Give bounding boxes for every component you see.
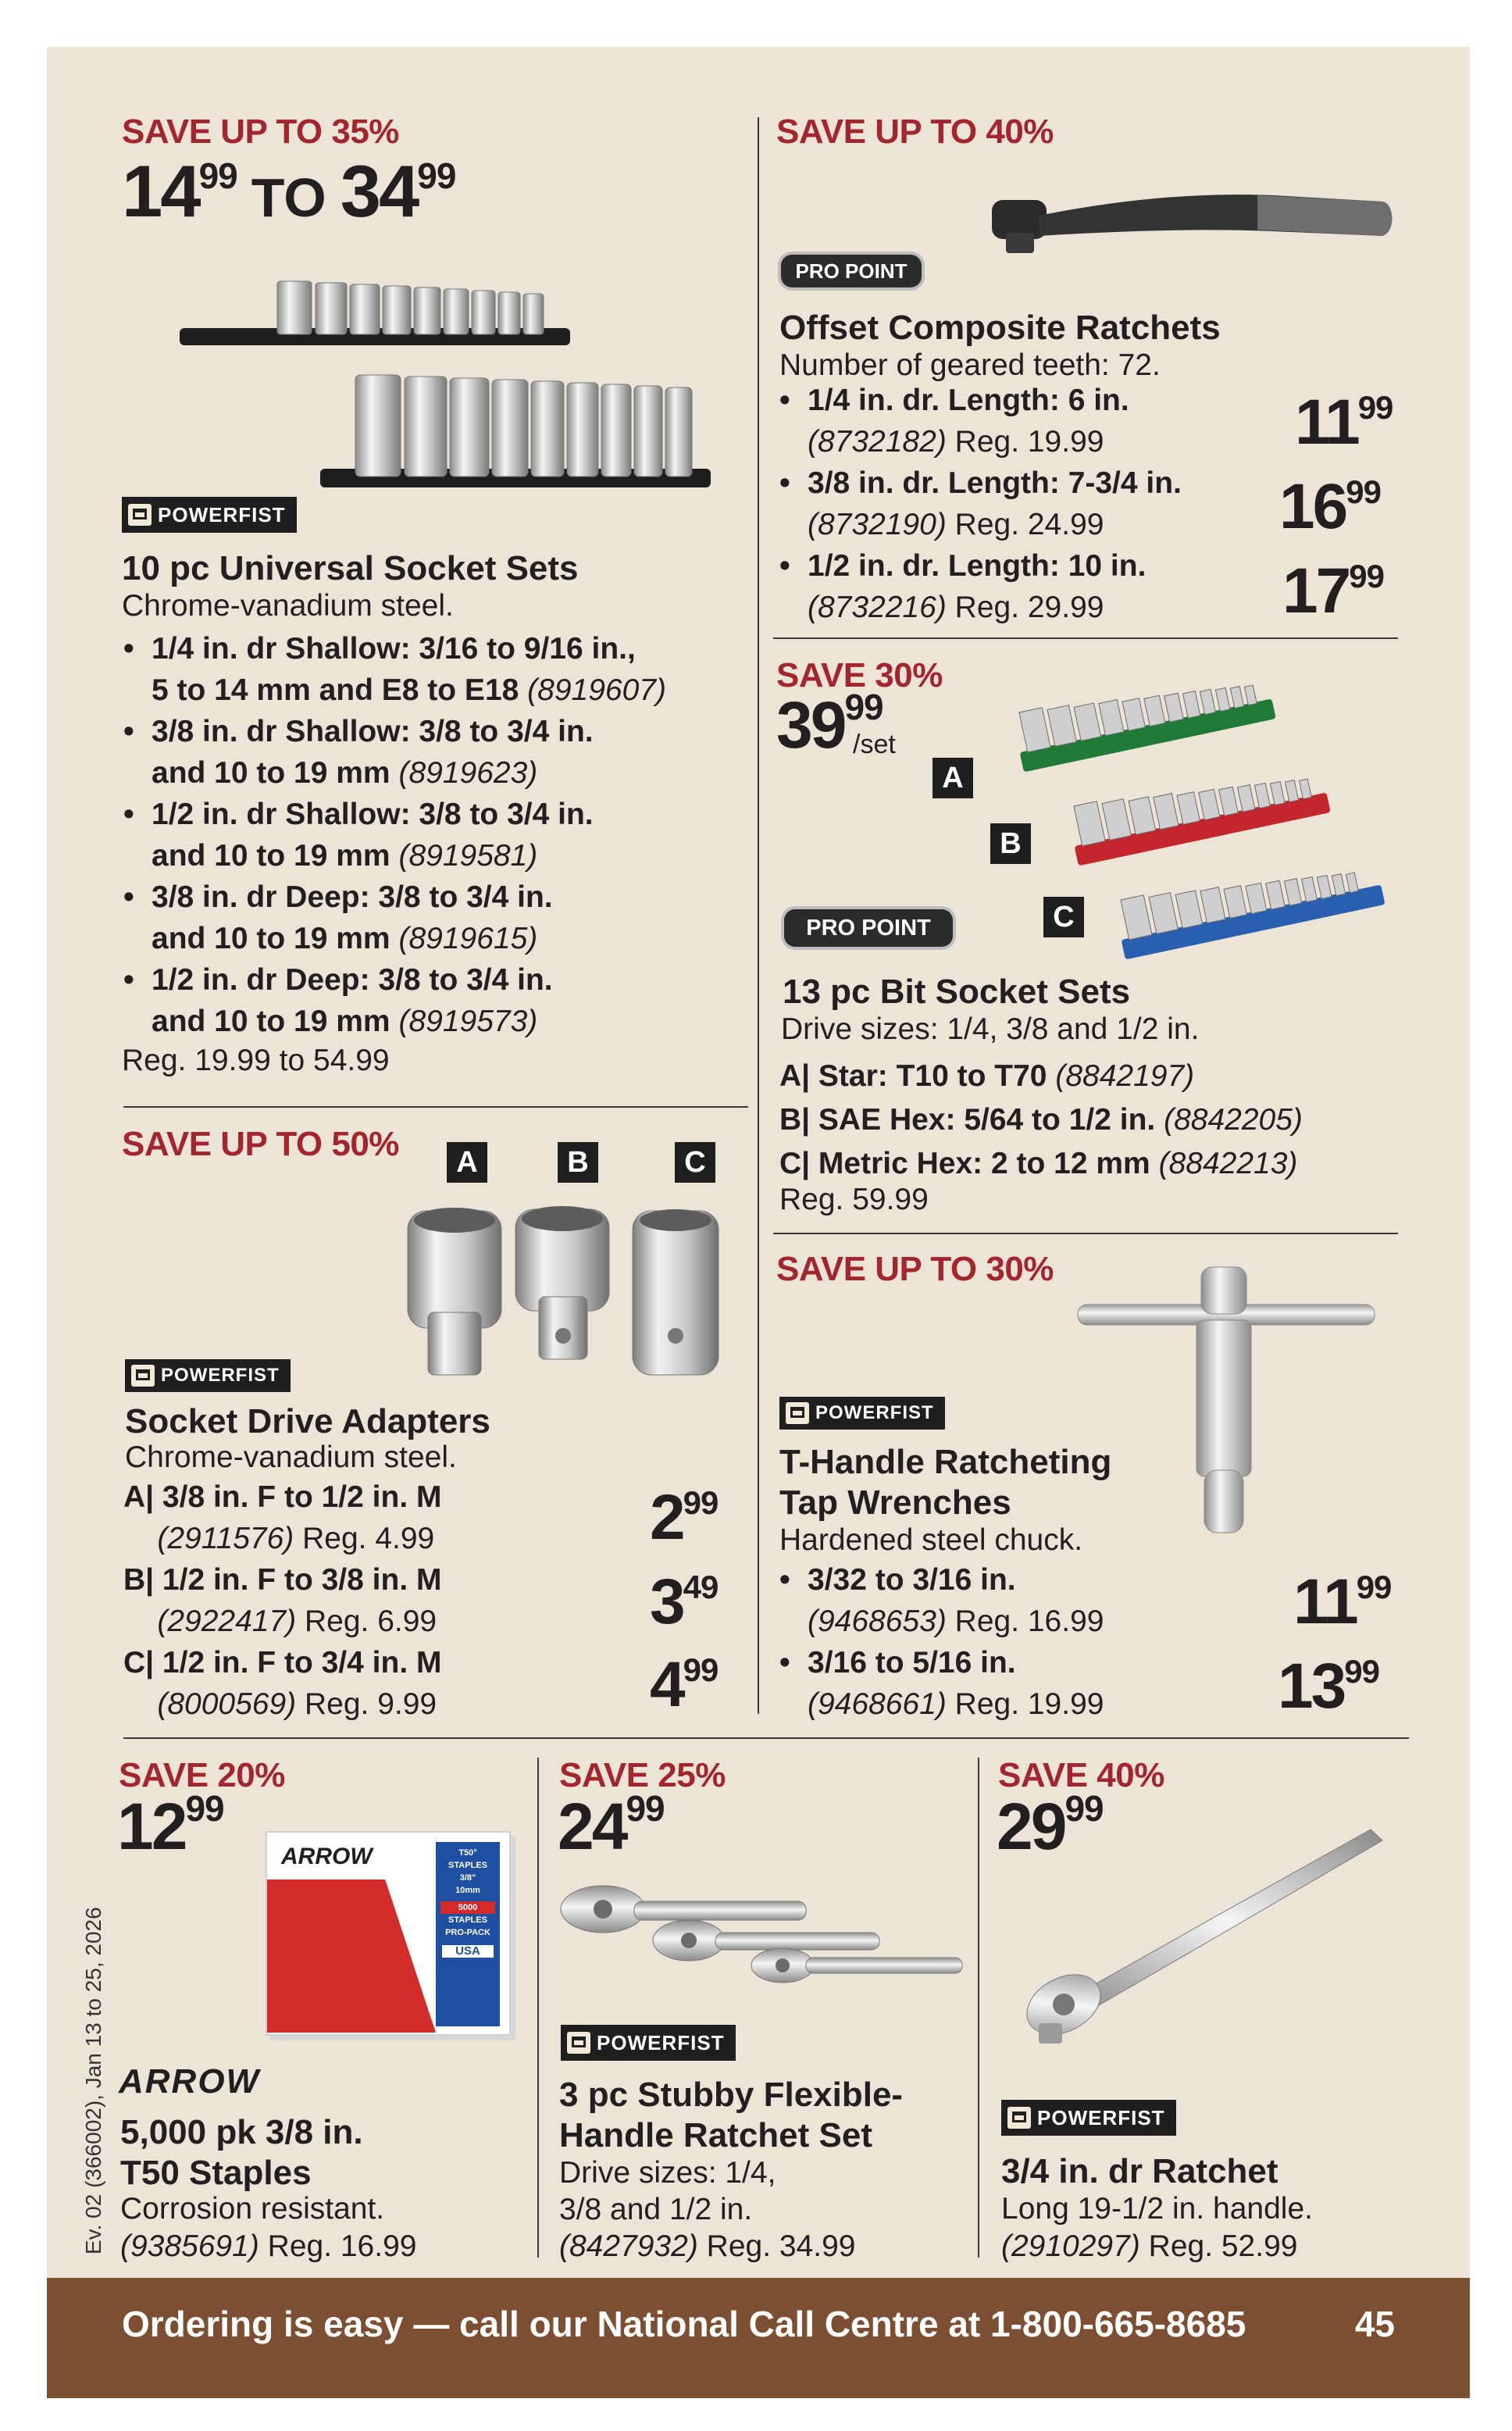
sku: (8919615) xyxy=(398,922,538,955)
box-brand: ARROW xyxy=(281,1844,373,1869)
sku: (8919623) xyxy=(398,756,538,790)
regular-price: Reg. 16.99 xyxy=(954,1605,1104,1638)
sale-price xyxy=(1282,555,1384,626)
price-to-word: TO xyxy=(251,167,326,228)
powerfist-logo xyxy=(122,497,297,533)
box-text: 3/8" xyxy=(459,1873,476,1883)
spec-label: 3/8 in. dr Deep: 3/8 to 3/4 in. xyxy=(152,880,553,914)
product-title xyxy=(559,2075,903,2156)
sale-price xyxy=(1278,1651,1379,1722)
spec-list xyxy=(779,380,1279,628)
spec-label: 1/4 in. dr Shallow: 3/16 to 9/16 in., xyxy=(152,632,636,666)
save-badge: SAVE UP TO 30% xyxy=(776,1250,1054,1288)
brand-name: POWERFIST xyxy=(815,1402,934,1423)
section-divider xyxy=(773,637,1398,639)
spec-label: 5 to 14 mm and E8 to E18 xyxy=(152,673,519,707)
price-cents: 99 xyxy=(1344,1653,1379,1690)
title-line: T-Handle Ratcheting xyxy=(779,1443,1112,1481)
price-dollars: 29 xyxy=(997,1790,1065,1863)
sku: (8842213) xyxy=(1158,1147,1298,1180)
regular-price: Reg. 34.99 xyxy=(706,2229,856,2263)
price-dollars: 17 xyxy=(1282,555,1350,626)
list-item xyxy=(123,628,748,711)
column-divider xyxy=(978,1758,979,2258)
variant-letter-a: A xyxy=(447,1142,487,1183)
regular-price: Reg. 6.99 xyxy=(305,1605,437,1638)
variant-letter-a: A xyxy=(933,758,973,798)
product-title: Offset Composite Ratchets xyxy=(779,309,1221,347)
price-cents: 99 xyxy=(1064,1788,1104,1829)
socket-adapters-image xyxy=(398,1195,734,1398)
spec-label: and 10 to 19 mm xyxy=(152,1005,390,1038)
section-divider xyxy=(773,1233,1398,1234)
variant-letter: C| xyxy=(779,1147,811,1180)
price-cents: 99 xyxy=(683,1651,719,1688)
list-item xyxy=(123,876,748,959)
column-divider xyxy=(537,1758,539,2258)
product-title: 13 pc Bit Socket Sets xyxy=(783,973,1131,1011)
price-dollars: 3 xyxy=(650,1566,683,1637)
spec-list xyxy=(779,1559,1264,1725)
regular-price: Reg. 19.99 to 54.99 xyxy=(122,1044,390,1077)
variant-letter-b: B xyxy=(990,823,1031,864)
spec-label: 1/2 in. dr. Length: 10 in. xyxy=(808,549,1146,583)
price-cents: 99 xyxy=(626,1788,665,1829)
regular-price: Reg. 9.99 xyxy=(305,1687,437,1721)
stubby-ratchet-set-image xyxy=(556,1875,970,1992)
sku: (8919607) xyxy=(527,673,666,707)
variant-letter: C| xyxy=(123,1646,155,1680)
regular-price: Reg. 24.99 xyxy=(954,508,1104,541)
price-cents: 99 xyxy=(683,1484,719,1521)
staples-box-image xyxy=(266,1831,511,2036)
fist-icon xyxy=(128,504,152,526)
column-divider xyxy=(758,117,759,1714)
spec-label: SAE Hex: 5/64 to 1/2 in. xyxy=(818,1103,1156,1137)
variant-letter: A| xyxy=(123,1480,155,1514)
desc-line: 3/8 and 1/2 in. xyxy=(559,2193,753,2226)
powerfist-logo xyxy=(125,1359,291,1392)
price-cents: 99 xyxy=(198,155,237,196)
list-item xyxy=(779,545,1279,628)
spec-label: 3/32 to 3/16 in. xyxy=(808,1563,1016,1597)
regular-price: Reg. 19.99 xyxy=(954,425,1104,459)
sku: (8842205) xyxy=(1164,1103,1303,1137)
edition-note: Ev. 02 (366002), Jan 13 to 25, 2026 xyxy=(81,1907,105,2254)
price-dollars: 14 xyxy=(122,150,199,232)
sku: (9385691) xyxy=(120,2229,259,2263)
sku: (2922417) xyxy=(157,1605,297,1638)
pro-point-logo: PRO POINT xyxy=(784,909,953,947)
spec-list xyxy=(123,628,748,1042)
regular-price: Reg. 16.99 xyxy=(267,2229,417,2263)
price-cents: 99 xyxy=(1346,473,1381,510)
powerfist-logo xyxy=(779,1397,945,1430)
sku: (2911576) xyxy=(157,1522,294,1555)
box-text: 10mm xyxy=(455,1886,480,1895)
price-dollars: 2 xyxy=(650,1482,683,1553)
box-text: USA xyxy=(442,1945,494,1958)
sku: (8427932) xyxy=(559,2229,698,2263)
save-badge: SAVE 25% xyxy=(559,1756,726,1794)
price-cents: 99 xyxy=(1356,1569,1392,1605)
title-line: 3 pc Stubby Flexible- xyxy=(559,2076,904,2114)
brand-name: POWERFIST xyxy=(597,2031,725,2054)
spec-label: 1/2 in. F to 3/8 in. M xyxy=(162,1563,442,1597)
product-description: Hardened steel chuck. xyxy=(779,1523,1083,1557)
save-badge: SAVE UP TO 40% xyxy=(776,112,1054,151)
pro-point-logo: PRO POINT xyxy=(781,255,922,287)
sku: (2910297) xyxy=(1001,2229,1140,2263)
list-item xyxy=(779,1098,1389,1142)
sku-and-reg xyxy=(120,2228,416,2265)
price-cents: 99 xyxy=(185,1788,224,1829)
spec-label: and 10 to 19 mm xyxy=(152,839,390,873)
spec-label: and 10 to 19 mm xyxy=(152,756,390,790)
box-text: 5000 xyxy=(440,1901,495,1914)
box-text: T50° xyxy=(458,1848,477,1858)
product-description: Drive sizes: 1/4, 3/8 and 1/2 in. xyxy=(781,1012,1200,1046)
spec-label: and 10 to 19 mm xyxy=(152,922,390,955)
long-ratchet-image xyxy=(1015,1812,1390,2047)
arrow-logo: ARROW xyxy=(119,2062,261,2101)
regular-price: Reg. 59.99 xyxy=(779,1183,929,1216)
spec-label: 1/2 in. F to 3/4 in. M xyxy=(162,1646,442,1680)
list-item xyxy=(123,1476,608,1559)
sale-price xyxy=(1293,1566,1392,1637)
save-badge: SAVE 20% xyxy=(119,1756,285,1794)
product-title: Socket Drive Adapters xyxy=(125,1402,490,1440)
list-item xyxy=(123,959,748,1042)
sku: (9468653) xyxy=(808,1605,947,1638)
regular-price: Reg. 4.99 xyxy=(302,1522,435,1555)
brand-name: POWERFIST xyxy=(1037,2106,1165,2129)
product-description: Chrome-vanadium steel. xyxy=(122,589,454,623)
spec-label: 1/2 in. dr Shallow: 3/8 to 3/4 in. xyxy=(152,798,594,831)
section-divider xyxy=(123,1106,748,1108)
spec-list xyxy=(123,1476,608,1725)
box-text: PRO-PACK xyxy=(445,1928,490,1937)
list-item xyxy=(779,462,1279,545)
price-cents: 99 xyxy=(417,155,456,196)
fist-icon xyxy=(567,2032,590,2054)
sale-price xyxy=(650,1566,719,1637)
variant-letter: A| xyxy=(779,1059,811,1093)
box-text: STAPLES xyxy=(448,1861,487,1870)
product-description xyxy=(559,2154,776,2228)
product-title xyxy=(779,1442,1111,1523)
price-dollars: 39 xyxy=(776,688,845,762)
sku: (8732216) xyxy=(808,591,947,624)
spec-label: 3/8 in. F to 1/2 in. M xyxy=(162,1480,442,1514)
tap-wrench-image xyxy=(1070,1259,1382,1548)
list-item xyxy=(779,1559,1264,1642)
product-description: Corrosion resistant. xyxy=(120,2192,385,2226)
variant-letter-c: C xyxy=(675,1142,715,1183)
sku: (9468661) xyxy=(808,1687,947,1721)
list-item xyxy=(779,1642,1264,1725)
call-centre-text: Ordering is easy — call our National Call Centre at 1-800-665-8685 xyxy=(122,2304,1246,2344)
price-range xyxy=(122,150,456,232)
save-badge: SAVE UP TO 35% xyxy=(122,112,399,151)
spec-label: 3/16 to 5/16 in. xyxy=(808,1646,1016,1680)
price-cents: 99 xyxy=(1357,389,1393,426)
spec-label: 3/8 in. dr. Length: 7-3/4 in. xyxy=(808,466,1182,500)
sale-price xyxy=(650,1649,719,1720)
price-cents: 99 xyxy=(1349,558,1384,594)
price-cents: 99 xyxy=(844,687,883,727)
variant-letter-c: C xyxy=(1043,897,1084,937)
box-side-panel xyxy=(436,1842,500,2026)
spec-label: Star: T10 to T70 xyxy=(818,1059,1047,1093)
ratchet-image xyxy=(992,184,1398,270)
price-dollars: 4 xyxy=(650,1649,683,1720)
sku: (8842197) xyxy=(1055,1059,1195,1093)
product-title: 3/4 in. dr Ratchet xyxy=(1001,2152,1278,2190)
list-item xyxy=(779,380,1279,462)
save-badge: SAVE 30% xyxy=(776,656,943,694)
title-line: 5,000 pk 3/8 in. xyxy=(120,2113,363,2151)
regular-price: Reg. 29.99 xyxy=(954,591,1104,624)
product-title: 10 pc Universal Socket Sets xyxy=(122,549,579,587)
box-text: STAPLES xyxy=(448,1915,487,1925)
price-cents: 49 xyxy=(683,1569,719,1605)
sale-price xyxy=(117,1788,224,1863)
brand-name: POWERFIST xyxy=(158,503,286,527)
sku: (8732190) xyxy=(808,508,947,541)
product-description: Number of geared teeth: 72. xyxy=(779,348,1161,382)
regular-price: Reg. 52.99 xyxy=(1148,2229,1298,2263)
price-dollars: 12 xyxy=(117,1790,186,1863)
title-line: Tap Wrenches xyxy=(779,1483,1011,1522)
price-dollars: 34 xyxy=(340,150,418,232)
page-number: 45 xyxy=(1354,2304,1395,2344)
powerfist-logo xyxy=(561,2025,736,2061)
price-dollars: 11 xyxy=(1295,387,1358,458)
list-item xyxy=(123,711,748,794)
spec-list xyxy=(779,1055,1389,1186)
spec-label: Metric Hex: 2 to 12 mm xyxy=(818,1147,1150,1180)
price-dollars: 16 xyxy=(1279,471,1346,542)
title-line: T50 Staples xyxy=(120,2154,312,2192)
footer-bar xyxy=(47,2278,1470,2398)
variant-letter: B| xyxy=(779,1103,811,1137)
sku: (8919581) xyxy=(398,839,538,873)
product-description: Chrome-vanadium steel. xyxy=(125,1440,457,1474)
save-badge: SAVE UP TO 50% xyxy=(122,1125,399,1163)
sku-and-reg xyxy=(1001,2228,1297,2265)
fist-icon xyxy=(1007,2107,1031,2129)
fist-icon xyxy=(131,1365,155,1387)
socket-sets-image xyxy=(172,273,719,500)
sale-price xyxy=(558,1788,665,1863)
section-divider xyxy=(123,1737,1409,1739)
sale-price xyxy=(1279,471,1381,542)
price-dollars: 24 xyxy=(558,1790,626,1863)
save-badge: SAVE 40% xyxy=(998,1756,1164,1794)
spec-label: 3/8 in. dr Shallow: 3/8 to 3/4 in. xyxy=(152,715,594,748)
title-line: Handle Ratchet Set xyxy=(559,2116,872,2154)
spec-label: 1/4 in. dr. Length: 6 in. xyxy=(808,384,1129,417)
product-description: Long 19-1/2 in. handle. xyxy=(1001,2192,1313,2226)
sku: (8732182) xyxy=(808,425,947,459)
per-set-label: /set xyxy=(853,730,896,759)
sale-price xyxy=(650,1482,719,1553)
list-item xyxy=(779,1055,1389,1098)
box-red-panel xyxy=(267,1879,436,2033)
sale-price xyxy=(1295,387,1393,458)
sku: (8000569) xyxy=(157,1687,297,1721)
variant-letter: B| xyxy=(123,1563,155,1597)
regular-price: Reg. 19.99 xyxy=(954,1687,1104,1721)
list-item xyxy=(123,1559,608,1642)
list-item xyxy=(779,1142,1389,1186)
price-dollars: 11 xyxy=(1293,1566,1357,1637)
powerfist-logo xyxy=(1001,2100,1176,2136)
sku: (8919573) xyxy=(398,1005,538,1038)
fist-icon xyxy=(786,1402,809,1424)
list-item xyxy=(123,1642,608,1725)
desc-line: Drive sizes: 1/4, xyxy=(559,2156,776,2190)
sku-and-reg xyxy=(559,2228,855,2265)
list-item xyxy=(123,794,748,876)
brand-name: POWERFIST xyxy=(161,1365,280,1386)
price-dollars: 13 xyxy=(1278,1651,1345,1722)
spec-label: 1/2 in. dr Deep: 3/8 to 3/4 in. xyxy=(152,963,553,997)
product-title xyxy=(120,2112,363,2194)
variant-letter-b: B xyxy=(558,1142,598,1183)
